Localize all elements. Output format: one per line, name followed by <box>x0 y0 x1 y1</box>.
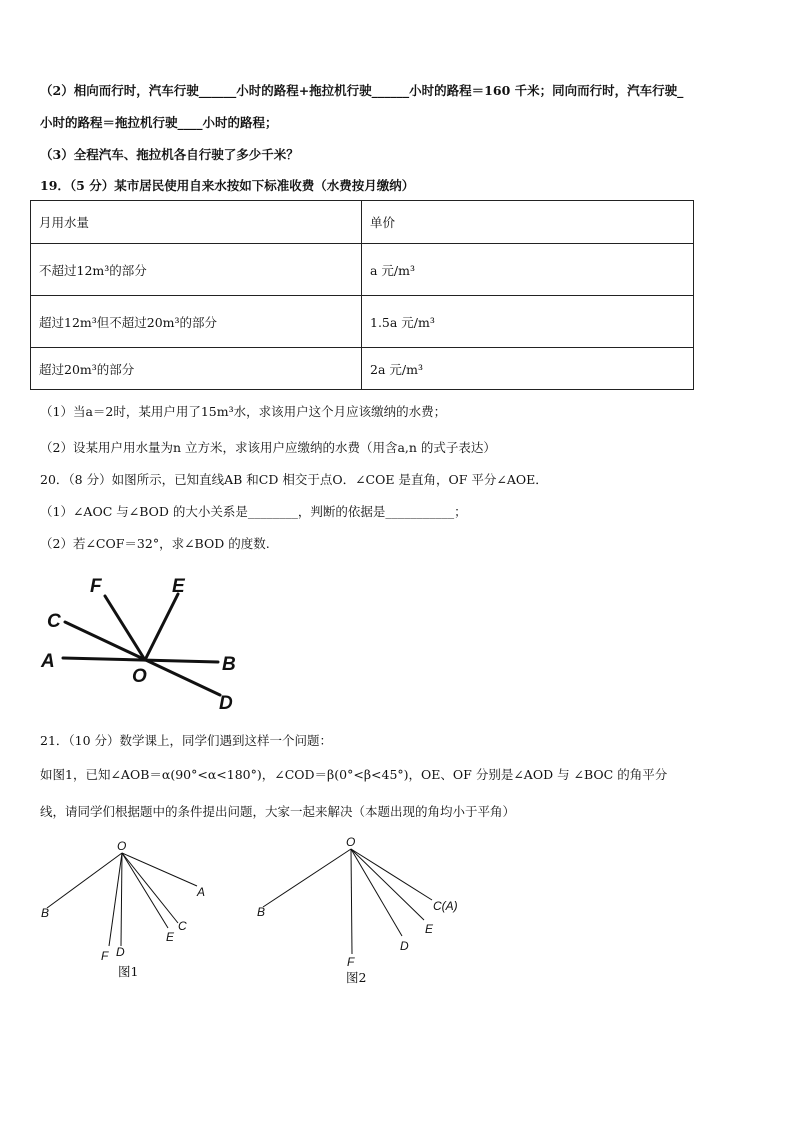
table-row <box>31 296 694 348</box>
ray-oc-oa <box>351 849 432 900</box>
q21-figure-2 <box>250 832 458 969</box>
q20-figure <box>30 570 260 720</box>
table-row <box>31 244 694 296</box>
ray-of <box>109 853 122 946</box>
ray-ob <box>47 853 122 908</box>
label-c: C <box>47 611 61 632</box>
fig2-caption: 图2 <box>346 970 367 985</box>
table-row <box>31 348 694 390</box>
label-c: C <box>178 919 187 933</box>
label-f: F <box>347 955 355 969</box>
label-o: O <box>346 835 356 849</box>
table-header-row <box>31 201 694 244</box>
label-e: E <box>166 930 175 944</box>
table-cell: 超过12m³但不超过20m³的部分 <box>31 296 362 348</box>
label-b: B <box>41 906 50 920</box>
label-b: B <box>257 905 266 919</box>
q21-line1: 如图1，已知∠AOB＝α(90°<α<180°)，∠COD＝β(0°<β<45°)，OE、OF 分别是∠AOD 与 ∠BOC 的角平分 <box>40 767 668 782</box>
ray-od <box>121 853 122 946</box>
ray-oe <box>145 594 178 660</box>
q18-part3: （3）全程汽车、拖拉机各自行驶了多少千米？ <box>40 147 299 162</box>
label-e: E <box>425 922 434 936</box>
ray-of <box>351 849 352 954</box>
q19-part2: （2）设某用户用水量为n 立方米，求该用户应缴纳的水费（用含a,n 的式子表达） <box>40 440 496 455</box>
table-header-cell: 单价 <box>362 201 694 244</box>
label-o: O <box>117 839 127 853</box>
label-o: O <box>132 666 147 687</box>
q19-part1: （1）当a＝2时，某用户用了15m³水，求该用户这个月应该缴纳的水费； <box>40 404 447 419</box>
water-rate-table <box>30 200 694 390</box>
q21-title: 21．（10 分）数学课上，同学们遇到这样一个问题： <box>40 733 333 748</box>
ray-oe <box>351 849 424 920</box>
q18-part2-line2: 小时的路程＝拖拉机行驶____小时的路程； <box>40 115 278 130</box>
ray-ob <box>263 849 351 907</box>
ray-oa <box>122 853 197 886</box>
label-e: E <box>172 576 185 597</box>
ray-oe <box>122 853 168 928</box>
label-a: A <box>197 885 206 899</box>
fig1-caption: 图1 <box>118 964 139 979</box>
q20-part2: （2）若∠COF＝32°，求∠BOD 的度数. <box>40 536 270 551</box>
label-a: A <box>41 651 55 672</box>
label-d: D <box>219 693 233 714</box>
label-d: D <box>116 945 125 959</box>
table-header-cell: 月用水量 <box>31 201 362 244</box>
q21-figure-1 <box>35 838 220 963</box>
q19-title: 19．（5 分）某市居民使用自来水按如下标准收费（水费按月缴纳） <box>40 178 415 193</box>
table-cell: 不超过12m³的部分 <box>31 244 362 296</box>
q18-part2-line1: （2）相向而行时，汽车行驶______小时的路程+拖拉机行驶______小时的路程＝160 千米；同向而行时，汽车行驶_ <box>40 83 684 98</box>
label-b: B <box>222 654 236 675</box>
q20-title: 20．（8 分）如图所示，已知直线AB 和CD 相交于点O．∠COE 是直角，OF 平分∠AOE． <box>40 472 548 487</box>
table-cell: 2a 元/m³ <box>362 348 694 390</box>
q21-line2: 线，请同学们根据题中的条件提出问题，大家一起来解决（本题出现的角均小于平角） <box>40 804 516 819</box>
label-f: F <box>90 576 102 597</box>
label-f: F <box>101 949 109 963</box>
ray-oc <box>122 853 178 923</box>
label-d: D <box>400 939 409 953</box>
label-c-a: C(A) <box>433 899 458 913</box>
ray-od <box>351 849 402 936</box>
table-cell: 超过20m³的部分 <box>31 348 362 390</box>
table-cell: a 元/m³ <box>362 244 694 296</box>
q20-part1: （1）∠AOC 与∠BOD 的大小关系是________，判断的依据是___________； <box>40 504 467 519</box>
table-cell: 1.5a 元/m³ <box>362 296 694 348</box>
